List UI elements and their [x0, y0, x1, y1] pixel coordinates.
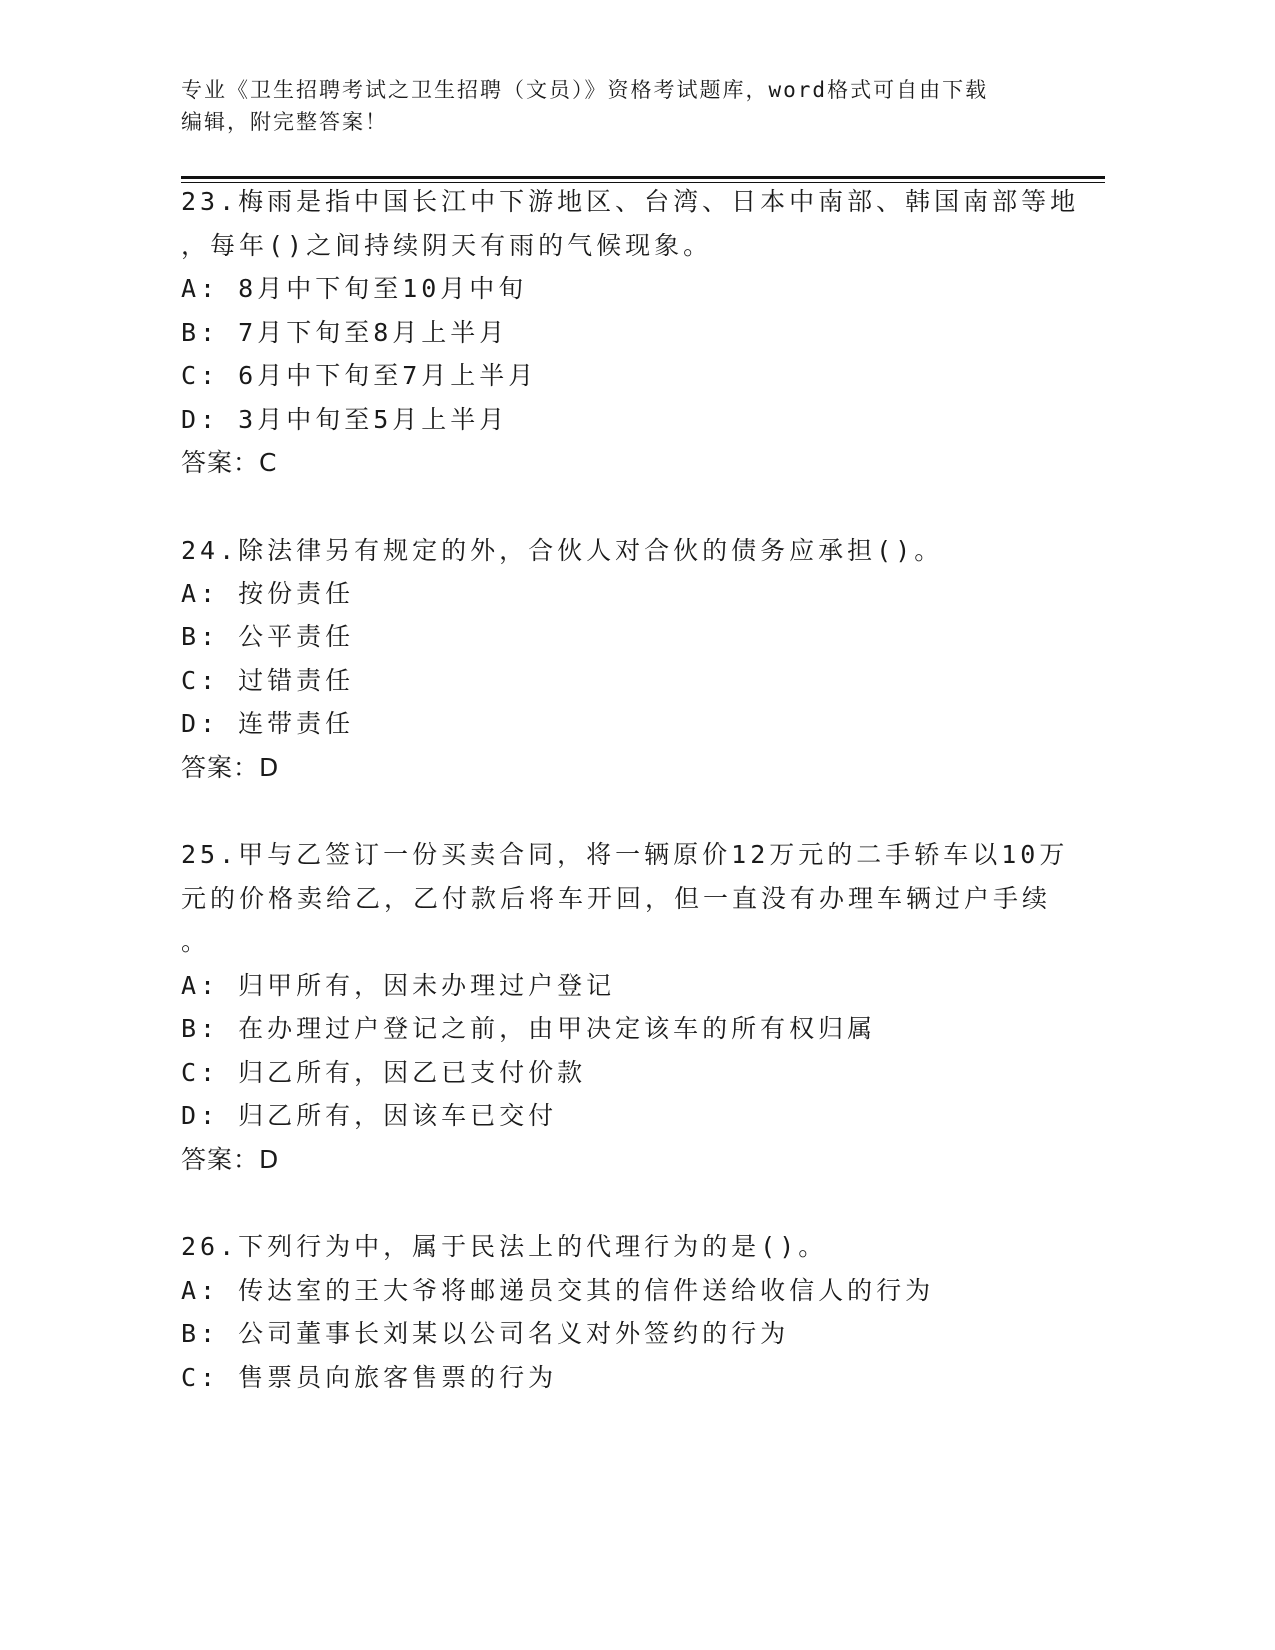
question-25-option-b: B: 在办理过户登记之前，由甲决定该车的所有权归属 [181, 1014, 877, 1043]
question-24-option-c: C: 过错责任 [181, 666, 355, 695]
question-24-option-b: B: 公平责任 [181, 622, 355, 651]
header-divider-thin [181, 182, 1105, 183]
question-24-stem-line-1: 24.除法律另有规定的外，合伙人对合伙的债务应承担()。 [181, 536, 944, 565]
header-line-2: 编辑，附完整答案！ [181, 110, 388, 134]
document-header [181, 74, 1061, 138]
question-23-stem-line-2: ，每年()之间持续阴天有雨的气候现象。 [181, 231, 713, 260]
question-24-option-d: D: 连带责任 [181, 709, 355, 738]
question-25-option-d: D: 归乙所有，因该车已交付 [181, 1101, 558, 1130]
question-25-option-a: A: 归甲所有，因未办理过户登记 [181, 971, 616, 1000]
question-25-answer: 答案：D [181, 1145, 280, 1174]
question-23-option-b: B: 7月下旬至8月上半月 [181, 318, 509, 347]
question-26-stem-line-1: 26.下列行为中，属于民法上的代理行为的是()。 [181, 1232, 828, 1261]
question-23-option-a: A: 8月中下旬至10月中旬 [181, 274, 528, 303]
question-23-option-c: C: 6月中下旬至7月上半月 [181, 361, 538, 390]
question-26-option-c: C: 售票员向旅客售票的行为 [181, 1363, 558, 1392]
question-25-stem-line-3: 。 [181, 927, 211, 956]
question-24-option-a: A: 按份责任 [181, 579, 355, 608]
question-25-stem-line-1: 25.甲与乙签订一份买卖合同，将一辆原价12万元的二手轿车以10万 [181, 840, 1069, 869]
question-26-option-a: A: 传达室的王大爷将邮递员交其的信件送给收信人的行为 [181, 1276, 935, 1305]
question-23-answer: 答案：C [181, 448, 278, 477]
question-23-option-d: D: 3月中旬至5月上半月 [181, 405, 509, 434]
question-23-stem-line-1: 23.梅雨是指中国长江中下游地区、台湾、日本中南部、韩国南部等地 [181, 187, 1080, 216]
question-26-option-b: B: 公司董事长刘某以公司名义对外签约的行为 [181, 1319, 790, 1348]
header-divider-thick [181, 176, 1105, 179]
question-25-option-c: C: 归乙所有，因乙已支付价款 [181, 1058, 587, 1087]
question-24-answer: 答案：D [181, 753, 280, 782]
question-25-stem-line-2: 元的价格卖给乙，乙付款后将车开回，但一直没有办理车辆过户手续 [181, 884, 1052, 913]
header-line-1: 专业《卫生招聘考试之卫生招聘（文员）》资格考试题库，word格式可自由下载 [181, 78, 989, 102]
